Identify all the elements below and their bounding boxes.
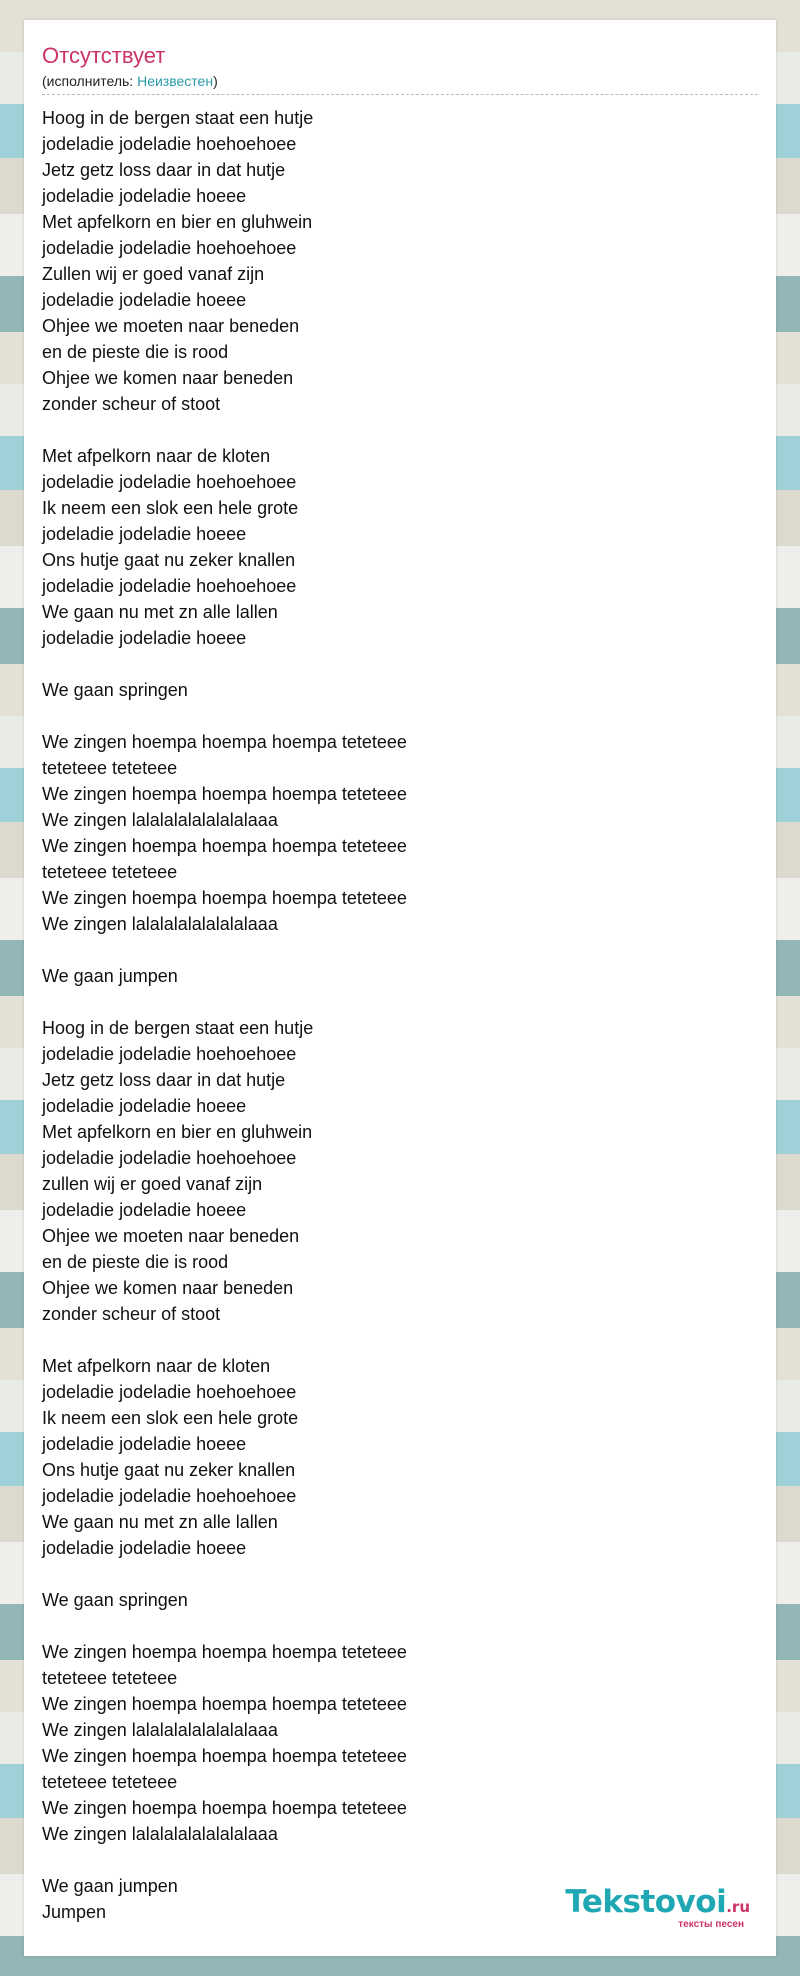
lyrics-blank-line: [42, 937, 758, 963]
lyrics-blank-line: [42, 1613, 758, 1639]
logo-tagline: тексты песен: [678, 1919, 744, 1930]
lyrics-line: Jetz getz loss daar in dat hutje: [42, 160, 286, 180]
lyrics-line: tetetеее tetetеее: [42, 1668, 178, 1688]
lyrics-line: We zingen lalalalalalalalalaaa: [42, 810, 278, 830]
artist-line: [42, 72, 758, 95]
lyrics-line: zonder scheur of stoot: [42, 1304, 221, 1324]
lyrics-line: Ohjee we komen naar beneden: [42, 368, 294, 388]
lyrics-line: We zingen lalalalalalalalalaaa: [42, 1720, 278, 1740]
lyrics-line: tetetеее tetetеее: [42, 862, 178, 882]
lyrics-line: jodeladie jodeladie hoehoehoee: [42, 1148, 297, 1168]
lyrics-line: jodeladie jodeladie hoeee: [42, 1200, 247, 1220]
lyrics-line: jodeladie jodeladie hoeee: [42, 290, 247, 310]
lyrics-line: jodeladie jodeladie hoeee: [42, 186, 247, 206]
lyrics-line: We zingen lalalalalalalalalaaa: [42, 1824, 278, 1844]
lyrics-line: zonder scheur of stoot: [42, 394, 221, 414]
lyrics-line: Ohjee we moeten naar beneden: [42, 1226, 300, 1246]
lyrics-blank-line: [42, 1847, 758, 1873]
lyrics-line: jodeladie jodeladie hoeee: [42, 1434, 247, 1454]
lyrics-line: jodeladie jodeladie hoeee: [42, 628, 247, 648]
lyrics-line: tetetеее tetetеее: [42, 758, 178, 778]
lyrics-line: en de pieste die is rood: [42, 1252, 229, 1272]
lyrics-line: We zingen hoempa hoempa hoempa tetetеее: [42, 1642, 407, 1662]
artist-prefix: (исполнитель:: [42, 73, 138, 89]
lyrics-line: Met afpelkorn naar de kloten: [42, 1356, 271, 1376]
lyrics-line: jodeladie jodeladie hoehoehoee: [42, 238, 297, 258]
lyrics-line: We zingen hoempa hoempa hoempa tetetеее: [42, 732, 407, 752]
lyrics-blank-line: [42, 1327, 758, 1353]
lyrics-line: We gaan springen: [42, 680, 188, 700]
lyrics-line: jodeladie jodeladie hoehoehoee: [42, 1382, 297, 1402]
lyrics-line: jodeladie jodeladie hoehoehoee: [42, 1486, 297, 1506]
lyrics-line: We zingen lalalalalalalalalaaa: [42, 914, 278, 934]
lyrics-line: We zingen hoempa hoempa hoempa tetetеее: [42, 888, 407, 908]
artist-suffix: ): [213, 73, 218, 89]
lyrics-line: We gaan jumpen: [42, 1876, 178, 1896]
site-logo[interactable]: [565, 1885, 750, 1930]
lyrics-line: Ons hutje gaat nu zeker knallen: [42, 550, 296, 570]
lyrics-card: [24, 20, 776, 1956]
lyrics-line: We zingen hoempa hoempa hoempa tetetеее: [42, 836, 407, 856]
artist-link[interactable]: Неизвестен: [137, 73, 214, 89]
lyrics-blank-line: [42, 1561, 758, 1587]
logo-name: Tekstovoi: [565, 1884, 727, 1920]
lyrics-blank-line: [42, 703, 758, 729]
lyrics-line: Jetz getz loss daar in dat hutje: [42, 1070, 286, 1090]
lyrics-line: en de pieste die is rood: [42, 342, 229, 362]
lyrics-line: Ohjee we komen naar beneden: [42, 1278, 294, 1298]
lyrics-line: jodeladie jodeladie hoehoehoee: [42, 1044, 297, 1064]
logo-tld: .ru: [726, 1898, 750, 1916]
lyrics-line: Ohjee we moeten naar beneden: [42, 316, 300, 336]
lyrics-line: We gaan jumpen: [42, 966, 178, 986]
lyrics-line: We zingen hoempa hoempa hoempa tetetеее: [42, 1798, 407, 1818]
lyrics-line: jodeladie jodeladie hoeee: [42, 524, 247, 544]
lyrics-line: We gaan nu met zn alle lallen: [42, 1512, 278, 1532]
lyrics-blank-line: [42, 989, 758, 1015]
lyrics-line: jodeladie jodeladie hoeee: [42, 1538, 247, 1558]
lyrics-line: Met apfelkorn en bier en gluhwein: [42, 1122, 313, 1142]
song-title: Отсутствует: [42, 43, 166, 68]
lyrics-line: Zullen wij er goed vanaf zijn: [42, 264, 265, 284]
lyrics-line: We zingen hoempa hoempa hoempa tetetеее: [42, 784, 407, 804]
lyrics-line: tetetеее tetetеее: [42, 1772, 178, 1792]
lyrics-line: Ons hutje gaat nu zeker knallen: [42, 1460, 296, 1480]
lyrics-line: jodeladie jodeladie hoehoehoee: [42, 134, 297, 154]
lyrics-line: jodeladie jodeladie hoeee: [42, 1096, 247, 1116]
lyrics-line: Jumpen: [42, 1902, 107, 1922]
lyrics-line: Hoog in de bergen staat een hutje: [42, 1018, 314, 1038]
lyrics-line: We zingen hoempa hoempa hoempa tetetеее: [42, 1694, 407, 1714]
lyrics-blank-line: [42, 651, 758, 677]
lyrics-line: jodeladie jodeladie hoehoehoee: [42, 472, 297, 492]
lyrics-line: Ik neem een slok een hele grote: [42, 1408, 299, 1428]
lyrics-line: Hoog in de bergen staat een hutje: [42, 108, 314, 128]
lyrics-line: Met apfelkorn en bier en gluhwein: [42, 212, 313, 232]
lyrics-line: Ik neem een slok een hele grote: [42, 498, 299, 518]
lyrics-blank-line: [42, 417, 758, 443]
lyrics-line: We gaan nu met zn alle lallen: [42, 602, 278, 622]
lyrics-line: jodeladie jodeladie hoehoehoee: [42, 576, 297, 596]
lyrics-line: We gaan springen: [42, 1590, 188, 1610]
lyrics-line: Met afpelkorn naar de kloten: [42, 446, 271, 466]
lyrics-line: zullen wij er goed vanaf zijn: [42, 1174, 263, 1194]
lyrics-line: We zingen hoempa hoempa hoempa tetetеее: [42, 1746, 407, 1766]
lyrics-text: [42, 105, 758, 1925]
